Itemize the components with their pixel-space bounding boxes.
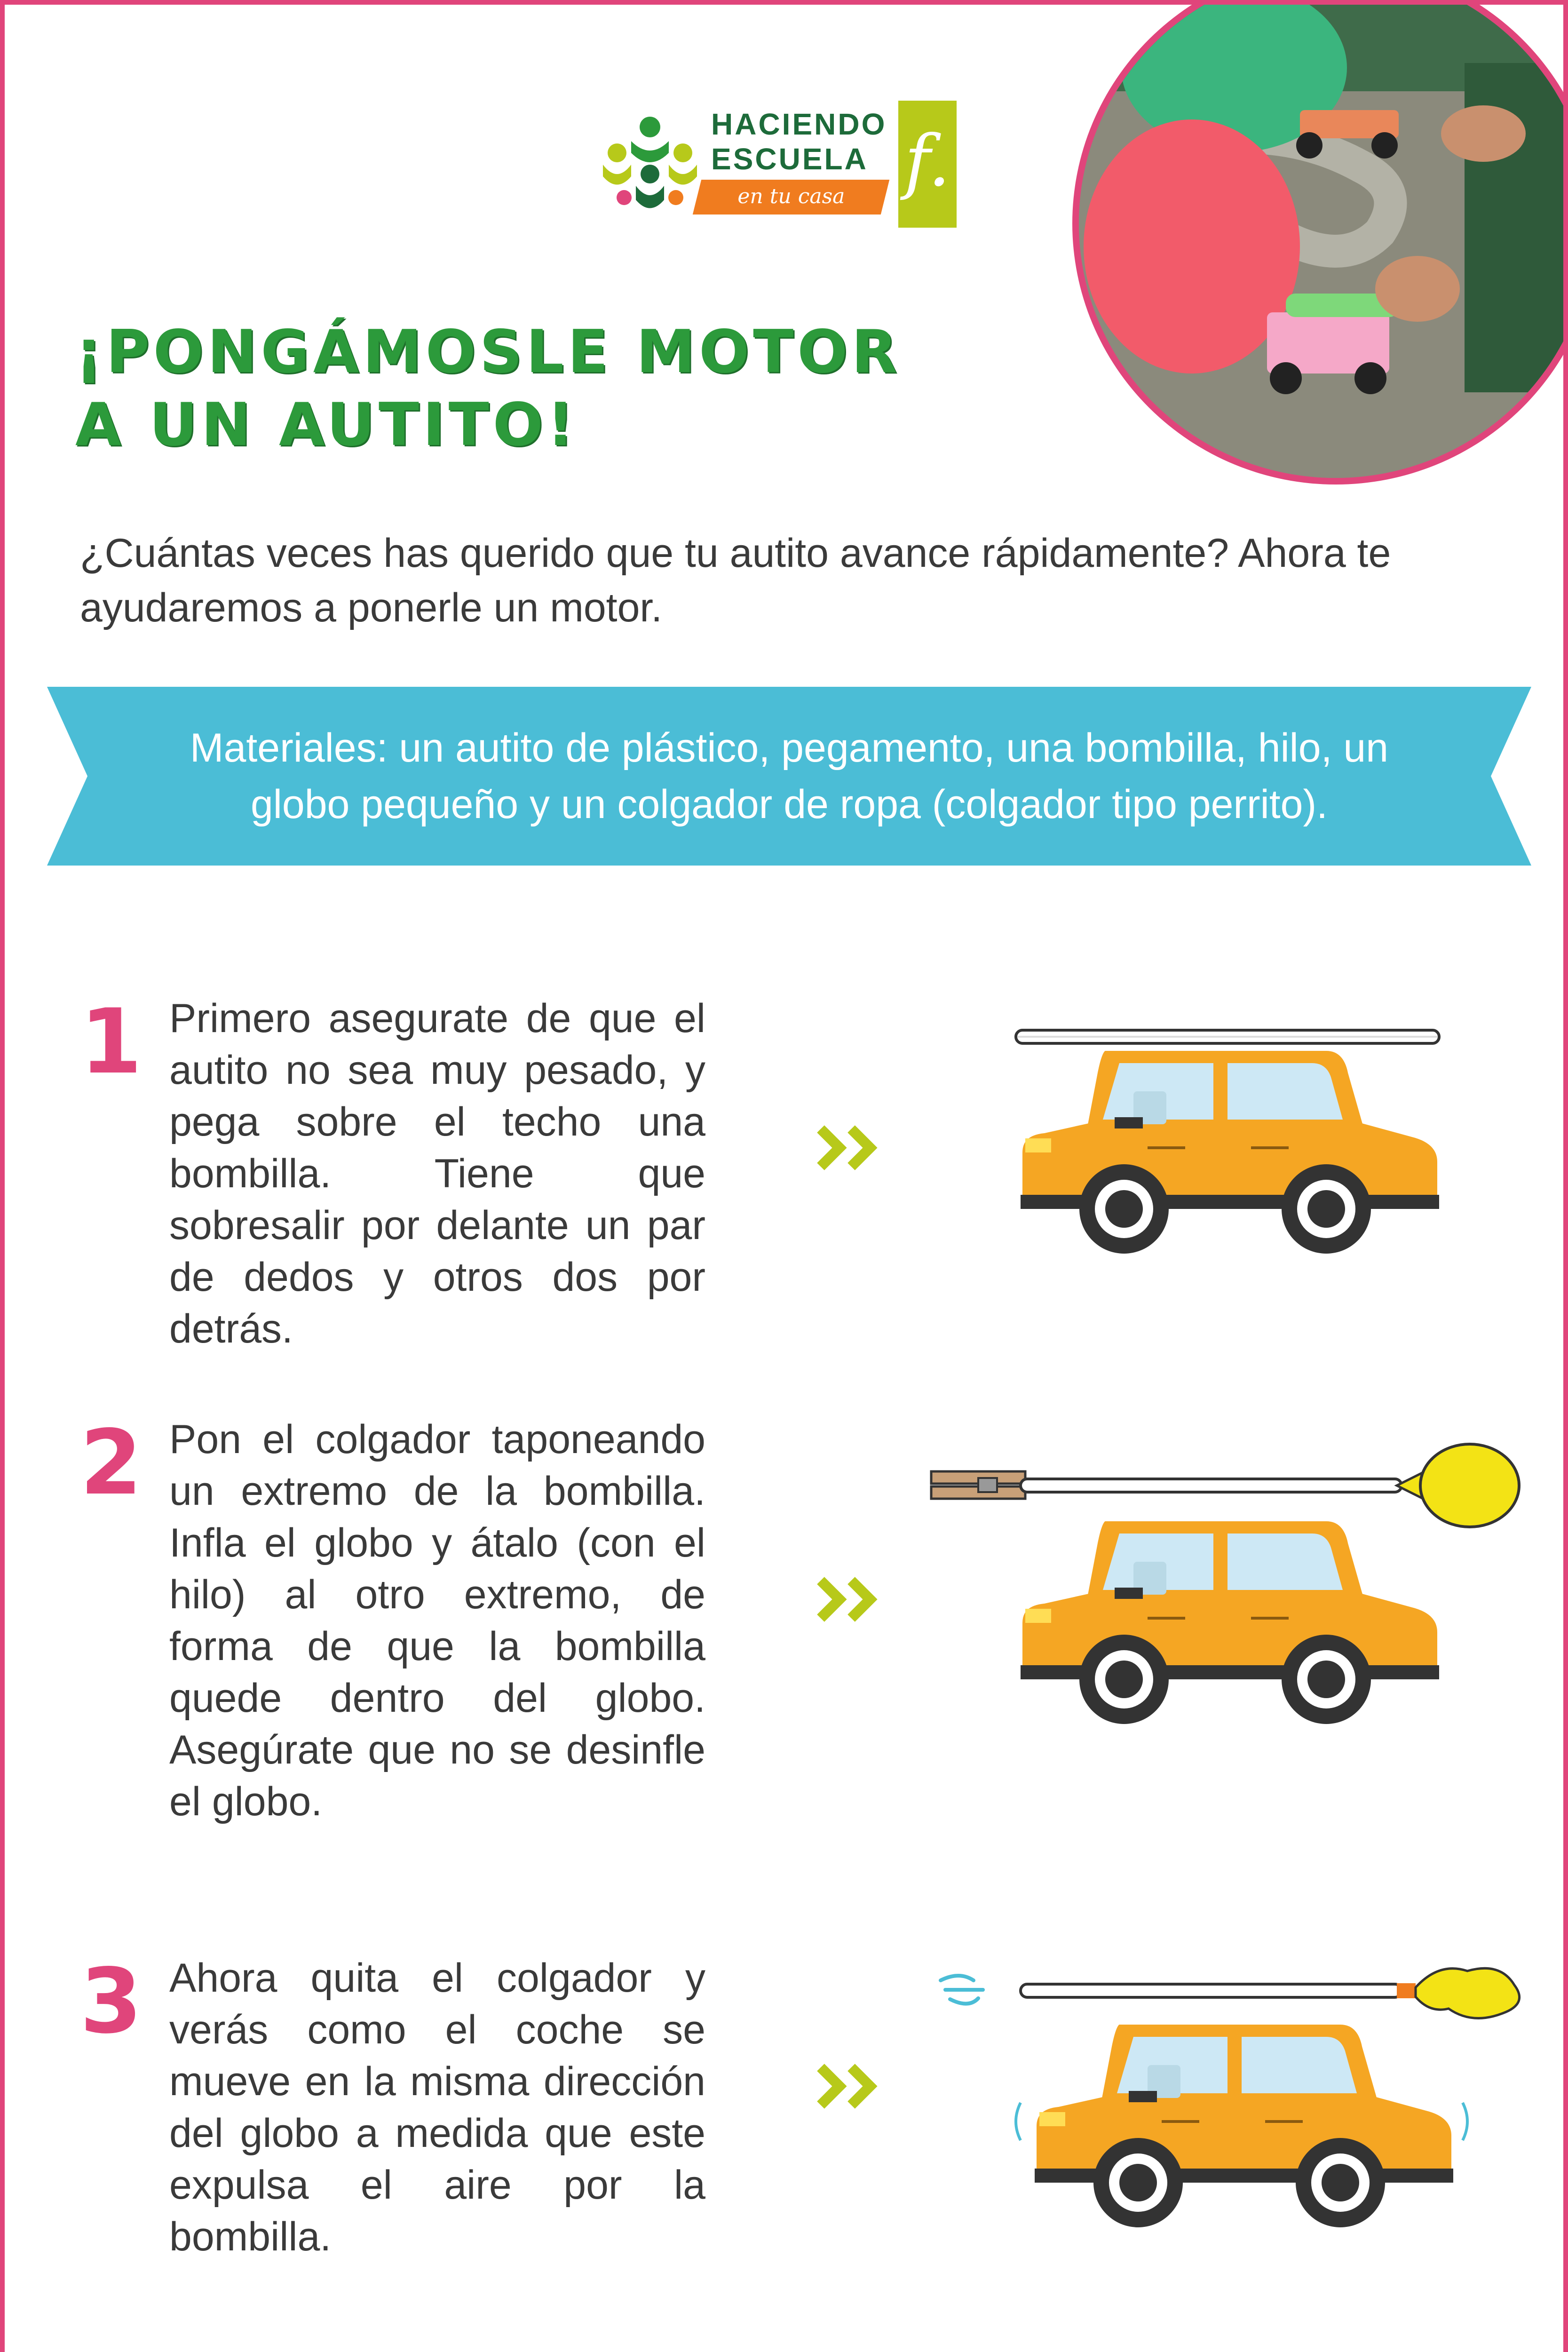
step-2-car-illustration: [927, 1435, 1538, 1773]
chevron-double-right-icon: [814, 1571, 884, 1628]
page-title: ¡PONGÁMOSLE MOTOR A UN AUTITO!: [75, 317, 901, 459]
straw: [1021, 1984, 1402, 1997]
straw: [1016, 1030, 1439, 1043]
logo-people-icon: [598, 108, 702, 221]
photo-balloon-cars: [1072, 0, 1568, 485]
intro-text: ¿Cuántas veces has querido que tu autito avance rápidamente? Ahora te ayudaremos a ponerle un motor.: [80, 531, 1391, 630]
logo-line-2: ESCUELA: [711, 142, 868, 176]
balloon-icon: [1397, 1968, 1520, 2018]
straw: [1021, 1479, 1402, 1492]
step-3-number: 3: [80, 1949, 143, 2053]
car-body: [1021, 1049, 1439, 1254]
chevron-double-right-icon: [814, 2058, 884, 2114]
step-1-car-illustration: [1006, 1021, 1505, 1284]
materials-banner: [47, 687, 1531, 866]
logo-f-mark-text: f.: [904, 120, 950, 202]
chevron-double-right-icon: [814, 1120, 884, 1176]
step-1-text: Primero asegurate de que el autito no sea muy pesado, y pega sobre el techo una bombilla. Tiene que sobresalir por delante un par de dedos y otros dos por detrás.: [169, 996, 705, 1351]
step-2-text: Pon el colgador taponeando un extremo de la bombilla. Infla el globo y átalo (con el hilo) al otro extremo, de forma de que la bombilla quede dentro del globo. Asegúrate que no se desinfle el globo.: [169, 1417, 705, 1824]
clothespin-icon: [931, 1471, 1025, 1499]
logo-f-mark: [898, 101, 957, 228]
car-body: [1021, 1519, 1439, 1724]
logo-line-1: HACIENDO: [711, 107, 887, 141]
car-body: [1016, 2023, 1467, 2227]
materials-text: Materiales: un autito de plástico, pegamento, una bombilla, hilo, un globo pequeño y un colgador de ropa (colgador tipo perrito).: [190, 725, 1389, 827]
step-3-car-illustration: [931, 1943, 1543, 2272]
photo-illustration: [1079, 0, 1568, 485]
step-2-number: 2: [80, 1411, 143, 1515]
logo-tagline-ribbon: [693, 180, 889, 215]
logo-tagline: en tu casa: [737, 184, 845, 208]
balloon-icon: [1397, 1444, 1519, 1527]
wind-icon: [941, 1976, 983, 2004]
step-3-text: Ahora quita el colgador y verás como el coche se mueve en la misma dirección del globo a medida que este expulsa el aire por la bombilla.: [169, 1955, 705, 2259]
logo: [598, 99, 979, 230]
step-1-number: 1: [80, 990, 143, 1094]
